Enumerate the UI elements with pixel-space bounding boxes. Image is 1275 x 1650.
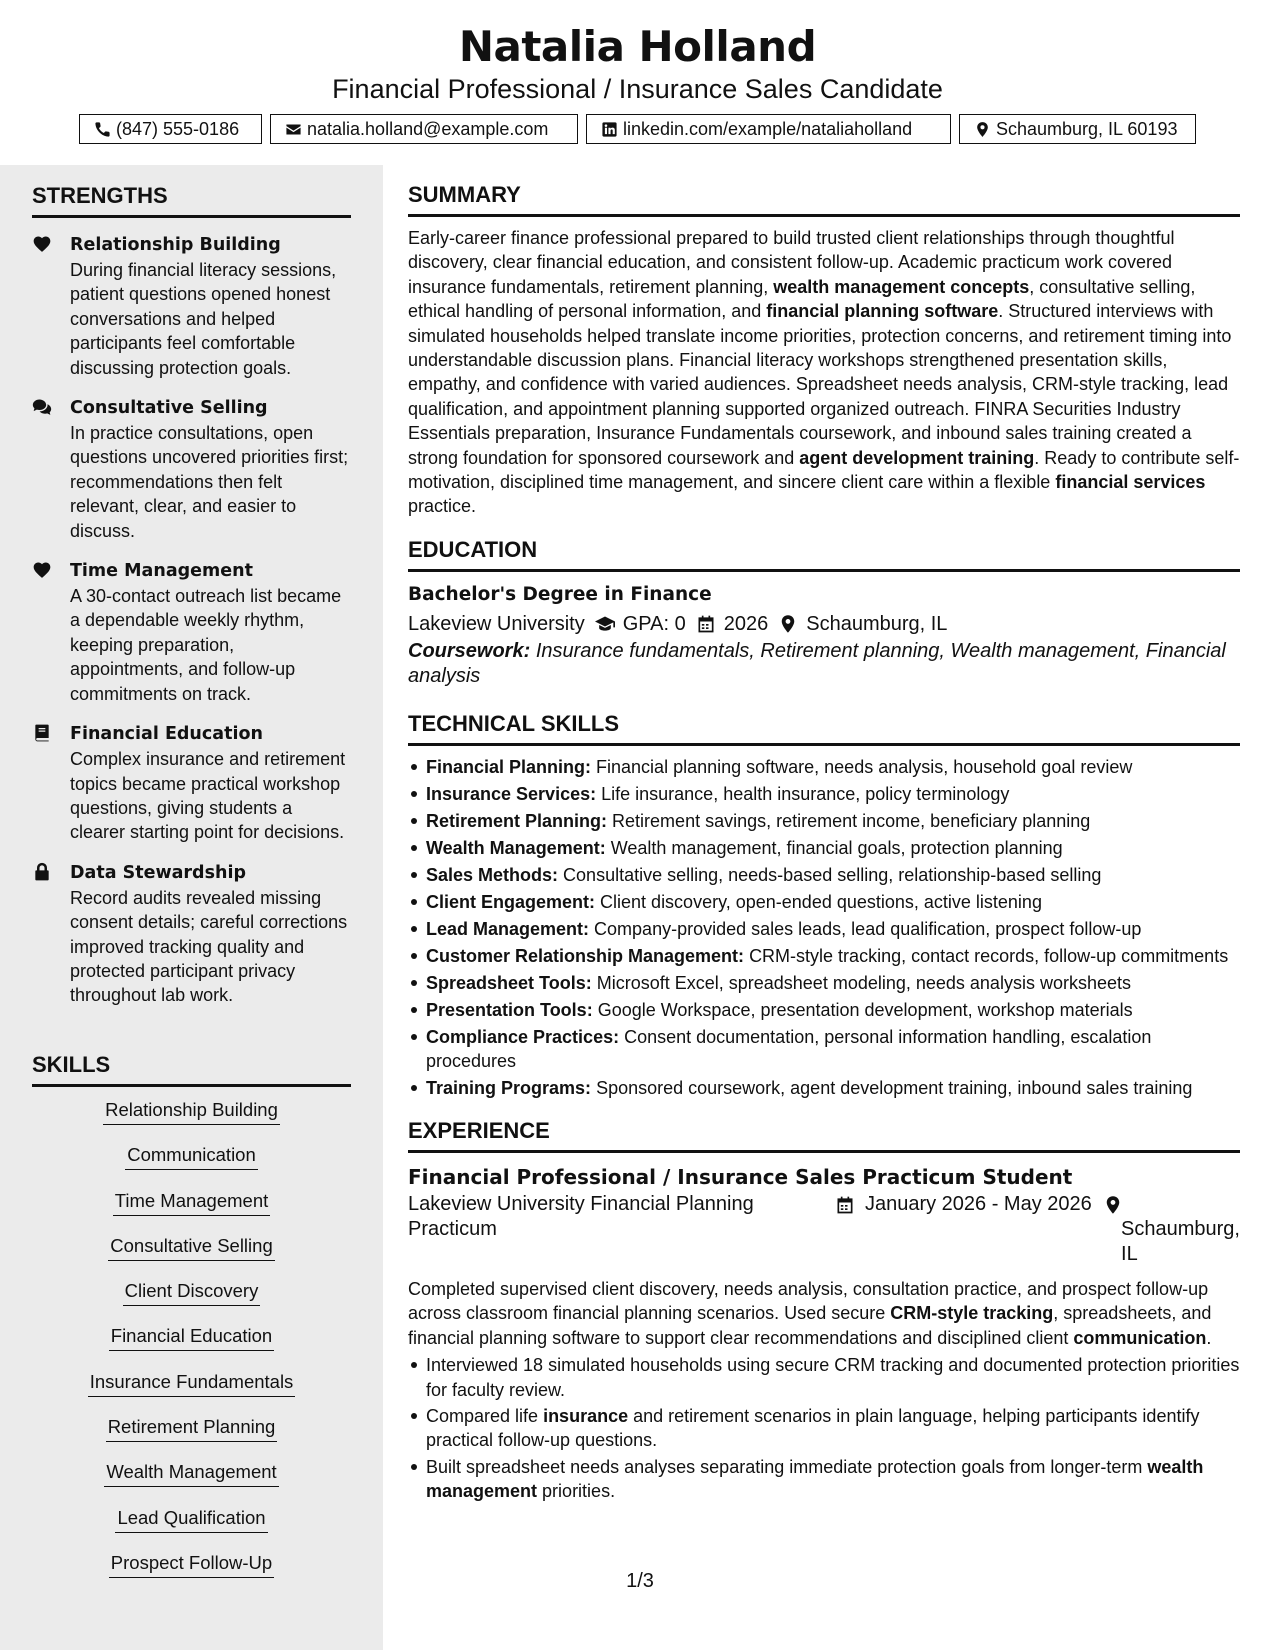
experience-dates (835, 1192, 1103, 1267)
tech-skill-item (408, 836, 1240, 860)
skill-label: Time Management (113, 1189, 271, 1216)
linkedin-text: linkedin.com/example/nataliaholland (623, 118, 913, 139)
education-heading: EDUCATION (408, 537, 1240, 572)
skill-item (32, 1370, 351, 1415)
skills-heading: SKILLS (32, 1052, 351, 1087)
strength-desc: A 30-contact outreach list became a dependable weekly rhythm, keeping preparation, appointments, and follow-up commitments on track. (70, 586, 342, 704)
school-location: Schaumburg, IL (806, 612, 948, 635)
coursework (408, 639, 1240, 689)
tech-skill-label: Customer Relationship Management: (426, 945, 745, 966)
page-number: 1/3 (626, 1570, 654, 1592)
summary-keyword: wealth management concepts (773, 276, 1030, 297)
tech-skill-value: Life insurance, health insurance, policy terminology (601, 783, 1010, 804)
tech-skill-item (408, 809, 1240, 833)
summary-text (408, 226, 1240, 519)
experience-date-text: January 2026 - May 2026 (864, 1192, 1092, 1215)
tech-skill-item (408, 863, 1240, 887)
experience-desc-part: Completed supervised client discovery, needs analysis, consultation practice, and prospect follow-up across classroom financial planning scenarios. Used secure (408, 1278, 1209, 1324)
skill-item (32, 1098, 351, 1143)
tech-skill-label: Lead Management: (426, 918, 590, 939)
skill-label: Lead Qualification (115, 1506, 267, 1533)
skill-label: Client Discovery (123, 1279, 261, 1306)
summary-part: practice. (408, 496, 477, 517)
experience-desc-part: , spreadsheets, and financial planning software to support clear recommendations and disciplined client (408, 1303, 1212, 1348)
tech-skill-value: Consent documentation, personal information handling, escalation procedures (426, 1026, 1152, 1071)
experience-bullet (408, 1353, 1240, 1402)
summary-part: . Ready to contribute self-motivation, disciplined time management, and sincere client care within a flexible (408, 447, 1240, 493)
book-icon (32, 723, 52, 743)
tech-skill-value: Financial planning software, needs analysis, household goal review (596, 756, 1133, 777)
skill-item (32, 1460, 351, 1505)
strength-desc: Record audits revealed missing consent details; careful corrections improved tracking quality and protected participant privacy throughout lab work. (70, 887, 348, 1006)
bullet-text: Compared life (426, 1405, 544, 1426)
skill-item (32, 1324, 351, 1369)
bullet-text: Built spreadsheet needs analyses separating immediate protection goals from longer-term (426, 1456, 1148, 1477)
gpa-text: GPA: 0 (622, 612, 686, 635)
experience-location (1103, 1192, 1240, 1267)
experience-keyword: CRM-style tracking (890, 1303, 1054, 1324)
tech-skill-item (408, 755, 1240, 779)
skill-item (32, 1415, 351, 1460)
skill-item (32, 1143, 351, 1188)
map-pin-icon (1103, 1195, 1123, 1215)
strength-desc: During financial literacy sessions, patient questions opened honest conversations and helped participants feel comfortable discussing protection goals. (70, 260, 337, 378)
skill-label: Prospect Follow-Up (109, 1551, 274, 1578)
heart-icon (32, 560, 52, 580)
experience-role: Financial Professional / Insurance Sales Practicum Student (408, 1164, 1073, 1189)
education-meta (408, 609, 1240, 639)
tech-skill-label: Training Programs: (426, 1077, 592, 1098)
heart-icon (32, 234, 52, 254)
email-text: natalia.holland@example.com (307, 118, 549, 139)
calendar-icon (835, 1195, 855, 1215)
summary-part: , consultative selling, ethical handling of personal information, and (408, 276, 1196, 322)
strength-title: Time Management (70, 561, 253, 582)
tech-skill-item (408, 1076, 1240, 1100)
strength-title: Data Stewardship (70, 862, 246, 883)
tech-skill-value: Sponsored coursework, agent development training, inbound sales training (596, 1077, 1193, 1098)
tech-skill-value: Microsoft Excel, spreadsheet modeling, needs analysis worksheets (596, 972, 1131, 993)
strength-desc: In practice consultations, open questions uncovered priorities first; recommendations then felt relevant, clear, and easier to discuss. (70, 423, 349, 541)
skill-label: Wealth Management (104, 1460, 278, 1487)
skill-item (32, 1279, 351, 1324)
tech-skill-label: Compliance Practices: (426, 1026, 620, 1047)
coursework-list: Insurance fundamentals, Retirement planning, Wealth management, Financial analysis (408, 639, 1226, 687)
skill-item (32, 1551, 351, 1596)
tech-skill-value: Wealth management, financial goals, protection planning (610, 837, 1063, 858)
main-content (408, 182, 1240, 1506)
envelope-icon (285, 121, 302, 138)
tech-skill-label: Sales Methods: (426, 864, 559, 885)
skill-label: Financial Education (109, 1324, 274, 1351)
comments-icon (32, 397, 52, 417)
experience-keyword: communication (1073, 1327, 1207, 1348)
strength-title: Financial Education (70, 724, 263, 745)
contact-phone[interactable] (79, 114, 262, 144)
skill-label: Insurance Fundamentals (88, 1370, 296, 1397)
calendar-icon (696, 614, 716, 634)
experience-heading: EXPERIENCE (408, 1118, 1240, 1153)
candidate-name: Natalia Holland (458, 22, 817, 71)
skill-label: Retirement Planning (106, 1415, 278, 1442)
phone-text: (847) 555-0186 (116, 118, 240, 139)
graduation-year: 2026 (723, 612, 769, 635)
phone-icon (94, 121, 111, 138)
skill-label: Communication (125, 1143, 258, 1170)
skill-label: Consultative Selling (108, 1234, 274, 1261)
summary-part: Early-career finance professional prepared to build trusted client relationships through thoughtful discovery, clear financial education, and consistent follow-up. Academic practicum work covered insurance fundamentals, retirement planning, (408, 228, 1175, 297)
tech-skill-item (408, 917, 1240, 941)
bullet-text: Interviewed 18 simulated households using secure CRM tracking and documented protection priorities for faculty review. (426, 1355, 1240, 1400)
tech-skill-value: Consultative selling, needs-based selling, relationship-based selling (563, 864, 1102, 885)
bullet-text: priorities. (537, 1481, 616, 1502)
linkedin-icon (601, 121, 618, 138)
tech-skill-value: Client discovery, open-ended questions, active listening (600, 891, 1042, 912)
tech-skill-label: Retirement Planning: (426, 810, 608, 831)
graduation-cap-icon (595, 614, 615, 634)
strength-item (32, 860, 351, 1008)
contact-bar (0, 114, 1275, 144)
tech-skill-label: Presentation Tools: (426, 999, 593, 1020)
summary-keyword: financial services (1055, 472, 1206, 493)
contact-linkedin[interactable] (586, 114, 951, 144)
skill-item (32, 1189, 351, 1234)
tech-skill-label: Wealth Management: (426, 837, 606, 858)
tech-skill-item (408, 782, 1240, 806)
tech-skill-value: Retirement savings, retirement income, beneficiary planning (612, 810, 1091, 831)
coursework-label: Coursework: (408, 639, 531, 662)
experience-bullet (408, 1455, 1240, 1504)
degree-title: Bachelor's Degree in Finance (408, 583, 712, 605)
tech-skill-label: Financial Planning: (426, 756, 592, 777)
candidate-title: Financial Professional / Insurance Sales Candidate (332, 74, 943, 104)
strength-item (32, 232, 351, 380)
skill-item (32, 1234, 351, 1279)
strength-desc: Complex insurance and retirement topics became practical workshop questions, giving students a clearer starting point for decisions. (70, 749, 346, 843)
experience-description (408, 1277, 1240, 1350)
tech-skill-value: Company-provided sales leads, lead qualification, prospect follow-up (594, 918, 1142, 939)
tech-skill-item (408, 971, 1240, 995)
map-pin-icon (974, 121, 991, 138)
experience-meta (408, 1192, 1240, 1267)
resume-header (0, 0, 1275, 165)
contact-location (959, 114, 1196, 144)
strengths-list (32, 232, 351, 1023)
tech-skill-label: Spreadsheet Tools: (426, 972, 592, 993)
experience-bullet (408, 1404, 1240, 1453)
tech-skill-item (408, 998, 1240, 1022)
strength-item (32, 558, 351, 706)
map-pin-icon (778, 614, 798, 634)
lock-icon (32, 862, 52, 882)
strength-item (32, 395, 351, 543)
technical-skills-list (408, 755, 1240, 1100)
contact-email[interactable] (270, 114, 578, 144)
strength-title: Consultative Selling (70, 398, 268, 419)
tech-skill-item (408, 944, 1240, 968)
technical-skills-heading: TECHNICAL SKILLS (408, 711, 1240, 746)
summary-keyword: agent development training (799, 447, 1035, 468)
bullet-keyword: wealth management (426, 1456, 1204, 1502)
summary-heading: SUMMARY (408, 182, 1240, 217)
tech-skill-value: Google Workspace, presentation development, workshop materials (597, 999, 1133, 1020)
bullet-text: and retirement scenarios in plain language, helping participants identify practical follow-up questions. (426, 1405, 1200, 1451)
skills-list (32, 1098, 351, 1596)
experience-location-text: Schaumburg, IL (1121, 1217, 1240, 1265)
location-text: Schaumburg, IL 60193 (996, 118, 1178, 139)
tech-skill-label: Client Engagement: (426, 891, 596, 912)
bullet-keyword: insurance (543, 1405, 629, 1426)
skill-item (32, 1506, 351, 1551)
summary-keyword: financial planning software (766, 301, 999, 322)
summary-part: . Structured interviews with simulated households helped translate income priorities, protection concerns, and retirement timing into understandable discussion plans. Financial literacy workshops strengthened presentation skills, empathy, and confidence with varied audiences. Spreadsheet needs analysis, CRM-style tracking, lead qualification, and appointment planning supported organized outreach. FINRA Securities Industry Essentials preparation, Insurance Fundamentals coursework, and inbound sales training created a strong foundation for sponsored coursework and (408, 301, 1232, 468)
strength-title: Relationship Building (70, 235, 281, 255)
tech-skill-label: Insurance Services: (426, 783, 597, 804)
experience-desc-part: . (1206, 1327, 1212, 1348)
experience-bullets (408, 1353, 1240, 1503)
strength-item (32, 721, 351, 845)
tech-skill-value: CRM-style tracking, contact records, follow-up commitments (749, 945, 1229, 966)
strengths-heading: STRENGTHS (32, 183, 351, 218)
tech-skill-item (408, 890, 1240, 914)
skill-label: Relationship Building (103, 1098, 280, 1125)
experience-org: Lakeview University Financial Planning Practicum (408, 1192, 754, 1240)
tech-skill-item (408, 1025, 1240, 1073)
school-name: Lakeview University (408, 612, 585, 635)
